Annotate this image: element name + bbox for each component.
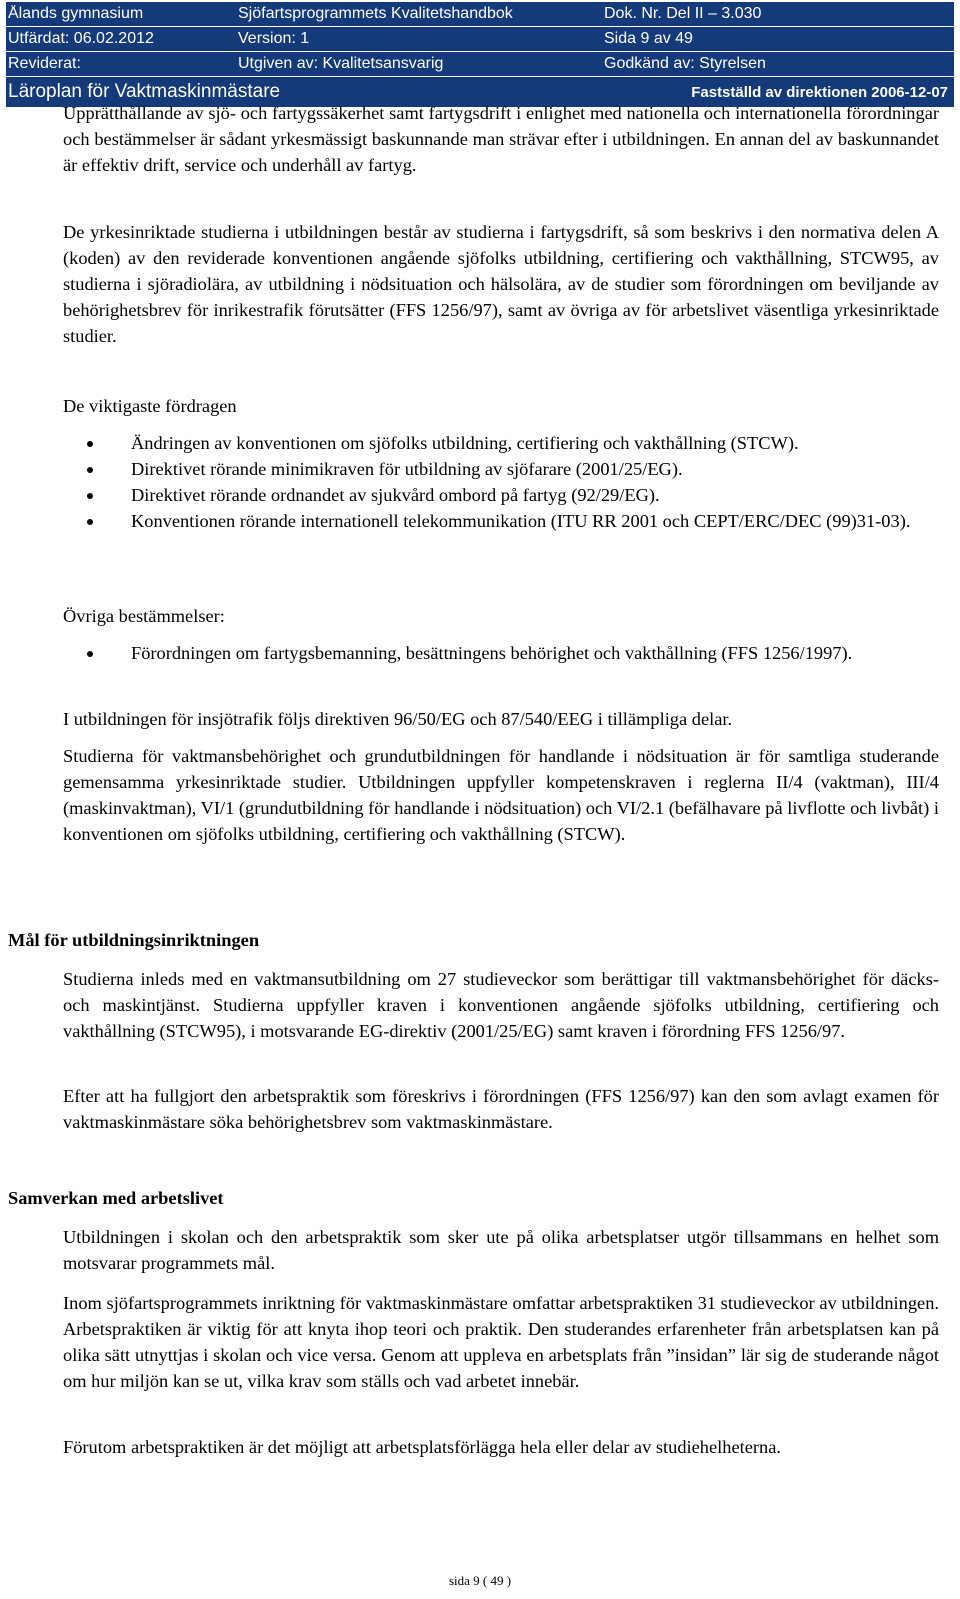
paragraph-4 (63, 743, 939, 847)
paragraph-text: I utbildningen för insjötrafik följs direktiven 96/50/EG och 87/540/EEG i tillämpliga delar. (63, 709, 733, 729)
paragraph-text: Utbildningen i skolan och den arbetspraktik som sker ute på olika arbetsplatser utgör tillsammans en helhet som motsvarar programmets mål. (63, 1227, 939, 1273)
approved-by: Godkänd av: Styrelsen (604, 55, 766, 72)
paragraph-text: De yrkesinriktade studierna i utbildningen består av studierna i fartygsdrift, så som beskrivs i den normativa delen A (koden) av den reviderade konventionen angående sjöfolks utbildning, certifiering och vakthållning, STCW95, av studierna i sjöradiolära, av utbildning i nödsituation och hälsolära, av de studier som förordningen om beviljande av behörighetsbrev för inrikestrafik förutsätter (FFS 1256/97), samt av övriga av för arbetslivet väsentliga yrkesinriktade studier. (63, 222, 939, 346)
revised: Reviderat: (8, 55, 81, 72)
header-row-3 (6, 52, 954, 76)
list-item (63, 430, 923, 456)
established-date: Fastställd av direktionen 2006-12-07 (691, 83, 948, 101)
paragraph-8 (63, 1290, 939, 1394)
paragraph-text: Studierna inleds med en vaktmansutbildning om 27 studieveckor som berättigar till vaktmansbehörighet för däcks- och maskintjänst. Studierna uppfyller kraven i konventionen angående sjöfolks utbildning, certifiering och vakthållning (STCW95), i motsvarande EG-direktiv (2001/25/EG) samt kraven i förordning FFS 1256/97. (63, 969, 939, 1041)
paragraph-2 (63, 219, 939, 349)
published-by: Utgiven av: Kvalitetsansvarig (238, 55, 444, 72)
document-header (6, 2, 954, 107)
page-footer: sida 9 ( 49 ) (448, 1573, 512, 1588)
bullet-icon (87, 441, 93, 447)
bullet-icon (87, 467, 93, 473)
bullet-icon (87, 493, 93, 499)
paragraph-text: Upprätthållande av sjö- och fartygssäkerhet samt fartygsdrift i enlighet med nationella och internationella förordningar och bestämmelser är sådant yrkesmässigt baskunnande man strävar efter i utbildningen. En annan del av baskunnandet är effektiv drift, service och underhåll av fartyg. (63, 103, 939, 175)
list-item-text: Förordningen om fartygsbemanning, besättningens behörighet och vakthållning (FFS 1256/1997). (131, 643, 853, 663)
list-item-text: Direktivet rörande minimikraven för utbildning av sjöfarare (2001/25/EG). (131, 459, 683, 479)
other-regulations-list (63, 640, 923, 666)
version: Version: 1 (238, 30, 310, 47)
document-number: Dok. Nr. Del II – 3.030 (604, 5, 762, 22)
heading-text: Övriga bestämmelser: (63, 606, 225, 626)
handbook-name: Sjöfartsprogrammets Kvalitetshandbok (238, 5, 513, 22)
school-name: Ålands gymnasium (8, 5, 144, 22)
list-item (63, 482, 923, 508)
list-item (63, 456, 923, 482)
paragraph-5 (63, 966, 939, 1044)
list-item-text: Direktivet rörande ordnandet av sjukvård ombord på fartyg (92/29/EG). (131, 485, 660, 505)
heading-text: De viktigaste fördragen (63, 396, 237, 416)
curriculum-title: Läroplan för Vaktmaskinmästare (8, 81, 281, 102)
bullet-icon (87, 651, 93, 657)
page-indicator: Sida 9 av 49 (604, 30, 693, 47)
list2-heading (63, 603, 939, 629)
bullet-icon (87, 519, 93, 525)
paragraph-7 (63, 1224, 939, 1276)
section-heading-goals: Mål för utbildningsinriktningen (8, 930, 260, 950)
list1-heading (63, 393, 939, 419)
paragraph-6 (63, 1083, 939, 1135)
header-row-1 (6, 2, 954, 26)
list-item (63, 508, 923, 534)
section-heading-collaboration: Samverkan med arbetslivet (8, 1188, 224, 1208)
list-item-text: Ändringen av konventionen om sjöfolks utbildning, certifiering och vakthållning (STCW). (131, 433, 799, 453)
paragraph-9 (63, 1434, 939, 1460)
issued-date: Utfärdat: 06.02.2012 (8, 30, 154, 47)
paragraph-text: Studierna för vaktmansbehörighet och grundutbildningen för handlande i nödsituation är för samtliga studerande gemensamma yrkesinriktade studier. Utbildningen uppfyller kompetenskraven i reglerna II/4 (vaktman), III/4 (maskinvaktman), VI/1 (grundutbildning för handlande i nödsituation) och VI/2.1 (befälhavare på livflotte och livbåt) i konventionen om sjöfolks utbildning, certifiering och vakthållning (STCW). (63, 746, 939, 844)
paragraph-text: Inom sjöfartsprogrammets inriktning för vaktmaskinmästare omfattar arbetspraktiken 31 studieveckor av utbildningen. Arbetspraktiken är viktig för att knyta ihop teori och praktik. Den studerandes erfarenheter från arbetsplatsen kan på olika sätt utnyttjas i skolan och vice versa. Genom att uppleva en arbetsplats från ”insidan” lär sig de studerande något om hur miljön kan se ut, vilka krav som ställs och vad arbetet innebär. (63, 1293, 939, 1391)
paragraph-text: Efter att ha fullgjort den arbetspraktik som föreskrivs i förordningen (FFS 1256/97) kan den som avlagt examen för vaktmaskinmästare söka behörighetsbrev som vaktmaskinmästare. (63, 1086, 939, 1132)
list-item (63, 640, 923, 666)
list-item-text: Konventionen rörande internationell telekommunikation (ITU RR 2001 och CEPT/ERC/DEC (99)31-03). (131, 511, 911, 531)
treaties-list (63, 430, 923, 534)
header-row-2 (6, 27, 954, 51)
paragraph-3 (63, 706, 939, 732)
paragraph-1 (63, 100, 939, 178)
paragraph-text: Förutom arbetspraktiken är det möjligt att arbetsplatsförlägga hela eller delar av studiehelheterna. (63, 1437, 781, 1457)
